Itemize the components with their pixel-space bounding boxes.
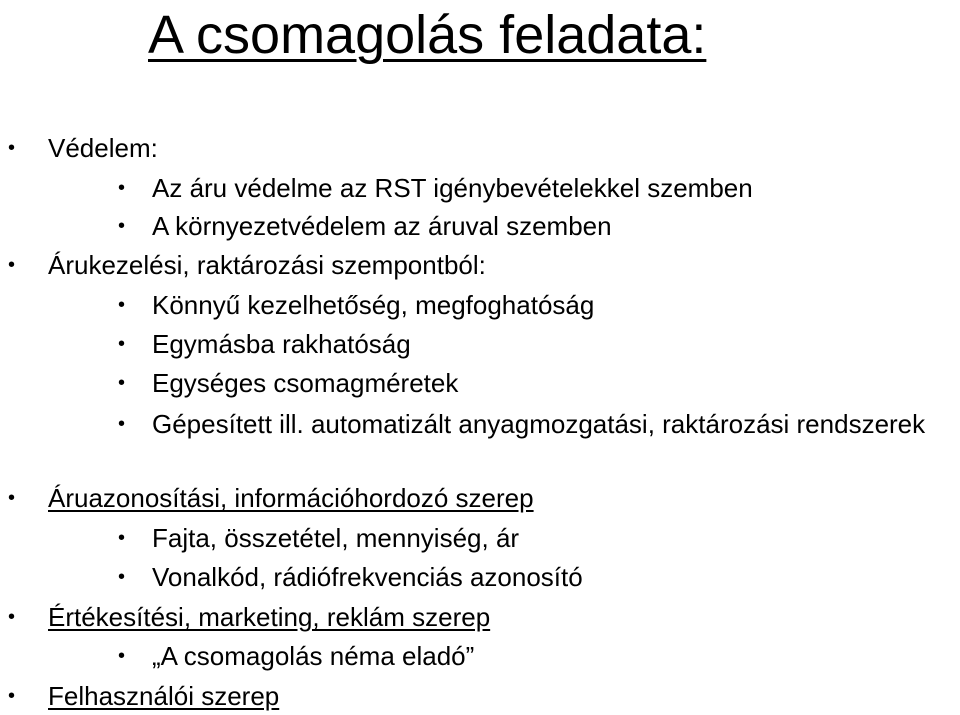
bullet-level1-arukezelesi: Árukezelési, raktározási szempontból:	[48, 250, 486, 280]
bullet-level2: Egységes csomagméretek	[152, 368, 459, 398]
bullet-icon: •	[8, 254, 16, 276]
sub-bullet-icon: •	[118, 527, 126, 549]
sub-bullet-icon: •	[118, 294, 126, 316]
bullet-level2: Könnyű kezelhetőség, megfoghatóság	[152, 290, 595, 320]
bullet-level2: Az áru védelme az RST igénybevételekkel szemben	[152, 173, 753, 203]
sub-bullet-icon: •	[118, 177, 126, 199]
bullet-level2: Egymásba rakhatóság	[152, 329, 411, 359]
sub-bullet-icon: •	[118, 372, 126, 394]
bullet-icon: •	[8, 606, 16, 628]
bullet-level2: Gépesített ill. automatizált anyagmozgatási, raktározási rendszerek	[152, 409, 926, 439]
bullet-icon: •	[8, 487, 16, 509]
sub-bullet-icon: •	[118, 215, 126, 237]
bullet-level1-ertekesitesi: Értékesítési, marketing, reklám szerep	[48, 602, 491, 632]
bullet-level1-aruazonositasi: Áruazonosítási, információhordozó szerep	[48, 483, 534, 513]
bullet-level1-vedelem: Védelem:	[48, 133, 158, 163]
sub-bullet-icon: •	[118, 333, 126, 355]
bullet-level2: Vonalkód, rádiófrekvenciás azonosító	[152, 562, 583, 592]
bullet-icon: •	[8, 685, 16, 707]
sub-bullet-icon: •	[118, 645, 126, 667]
bullet-level2: Fajta, összetétel, mennyiség, ár	[152, 523, 520, 553]
bullet-level1-felhasznaloi: Felhasználói szerep	[48, 681, 280, 711]
bullet-icon: •	[8, 137, 16, 159]
sub-bullet-icon: •	[118, 413, 126, 435]
bullet-level2: „A csomagolás néma eladó”	[152, 641, 475, 671]
sub-bullet-icon: •	[118, 566, 126, 588]
slide-title: A csomagolás feladata:	[148, 5, 707, 65]
bullet-level2: A környezetvédelem az áruval szemben	[152, 211, 612, 241]
